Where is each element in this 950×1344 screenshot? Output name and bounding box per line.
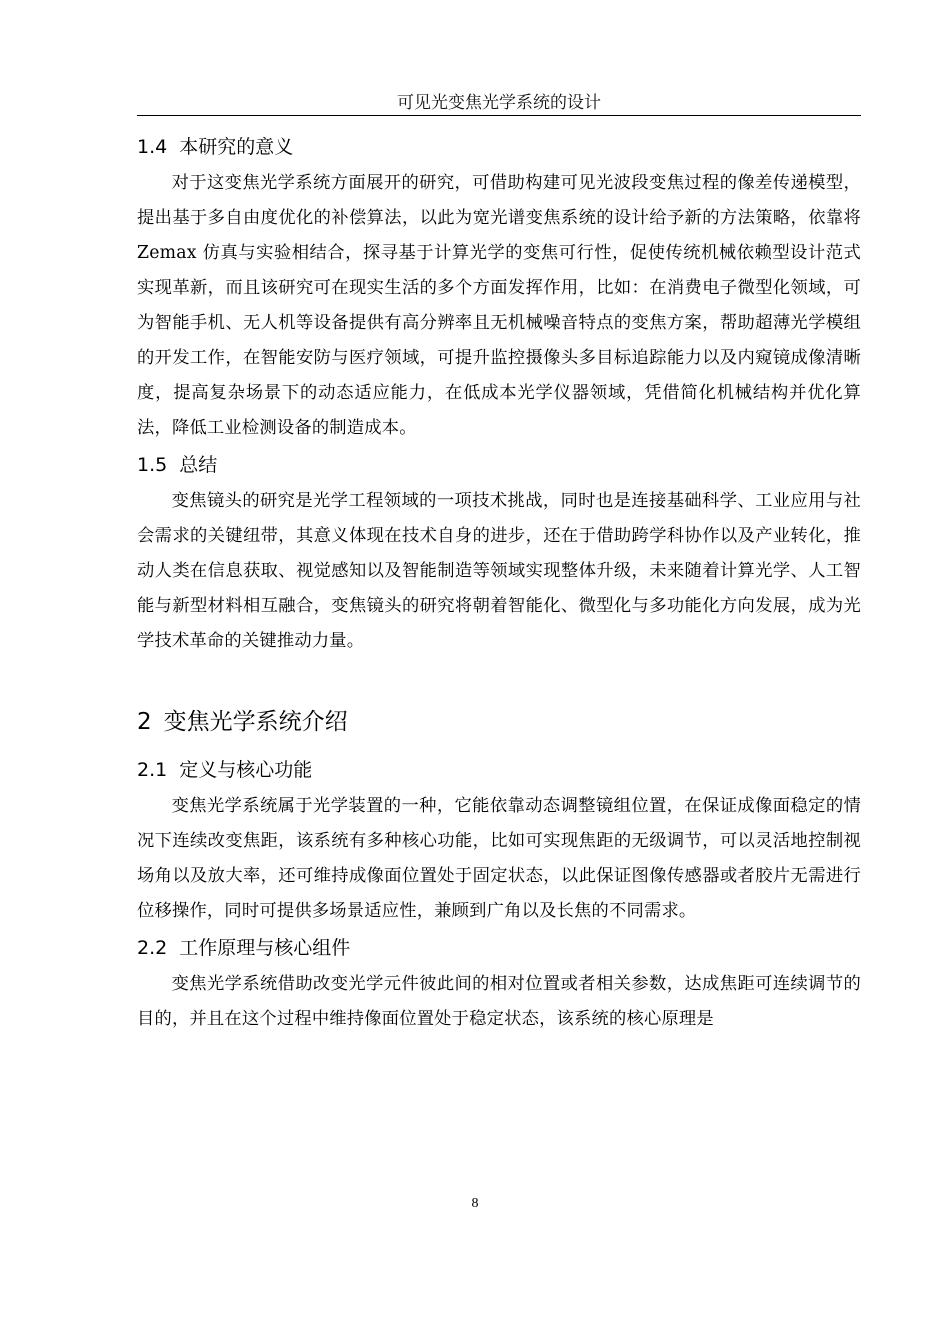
section-title: 定义与核心功能 <box>179 759 313 781</box>
chapter-number: 2 <box>137 709 152 735</box>
page-content <box>137 128 861 1037</box>
section-title: 工作原理与核心组件 <box>179 937 351 959</box>
section-heading-1-4 <box>137 128 861 166</box>
chapter-spacer <box>137 659 861 703</box>
section-paragraph: 变焦镜头的研究是光学工程领域的一项技术挑战，同时也是连接基础科学、工业应用与社会需求的关键纽带，其意义体现在技术自身的进步，还在于借助跨学科协作以及产业转化，推动人类在信息获取、视觉感知以及智能制造等领域实现整体升级，未来随着计算光学、人工智能与新型材料相互融合，变焦镜头的研究将朝着智能化、微型化与多功能化方向发展，成为光学技术革命的关键推动力量。 <box>137 491 861 651</box>
chapter-after-spacer <box>137 741 861 751</box>
section-paragraph: 变焦光学系统属于光学装置的一种，它能依靠动态调整镜组位置，在保证成像面稳定的情况下连续改变焦距，该系统有多种核心功能，比如可实现焦距的无级调节，可以灵活地控制视场角以及放大率，还可维持成像面位置处于固定状态，以此保证图像传感器或者胶片无需进行位移操作，同时可提供多场景适应性，兼顾到广角以及长焦的不同需求。 <box>137 796 861 921</box>
section-paragraph: 变焦光学系统借助改变光学元件彼此间的相对位置或者相关参数，达成焦距可连续调节的目的，并且在这个过程中维持像面位置处于稳定状态，该系统的核心原理是 <box>137 974 861 1029</box>
section-number: 1.4 <box>137 136 168 158</box>
section-number: 1.5 <box>137 454 168 476</box>
chapter-title: 变焦光学系统介绍 <box>163 709 348 735</box>
section-number: 2.1 <box>137 759 168 781</box>
running-header: 可见光变焦光学系统的设计 <box>397 93 601 113</box>
section-heading-2-1 <box>137 751 861 789</box>
header-rule <box>137 115 861 116</box>
section-title: 本研究的意义 <box>179 136 294 158</box>
page-number: 8 <box>471 1196 479 1211</box>
section-title: 总结 <box>179 454 218 476</box>
section-heading-1-5 <box>137 446 861 484</box>
chapter-heading-2 <box>137 703 861 741</box>
section-paragraph: 对于这变焦光学系统方面展开的研究，可借助构建可见光波段变焦过程的像差传递模型，提出基于多自由度优化的补偿算法，以此为宽光谱变焦系统的设计给予新的方法策略，依靠将 Zemax 仿真与实验相结合，探寻基于计算光学的变焦可行性，促使传统机械依赖型设计范式实现革新，而且该研究可在现实生活的多个方面发挥作用，比如：在消费电子微型化领域，可为智能手机、无人机等设备提供有高分辨率且无机械噪音特点的变焦方案，帮助超薄光学模组的开发工作，在智能安防与医疗领域，可提升监控摄像头多目标追踪能力以及内窥镜成像清晰度，提高复杂场景下的动态适应能力，在低成本光学仪器领域，凭借简化机械结构并优化算法，降低工业检测设备的制造成本。 <box>137 173 861 438</box>
section-heading-2-2 <box>137 929 861 967</box>
section-number: 2.2 <box>137 937 168 959</box>
